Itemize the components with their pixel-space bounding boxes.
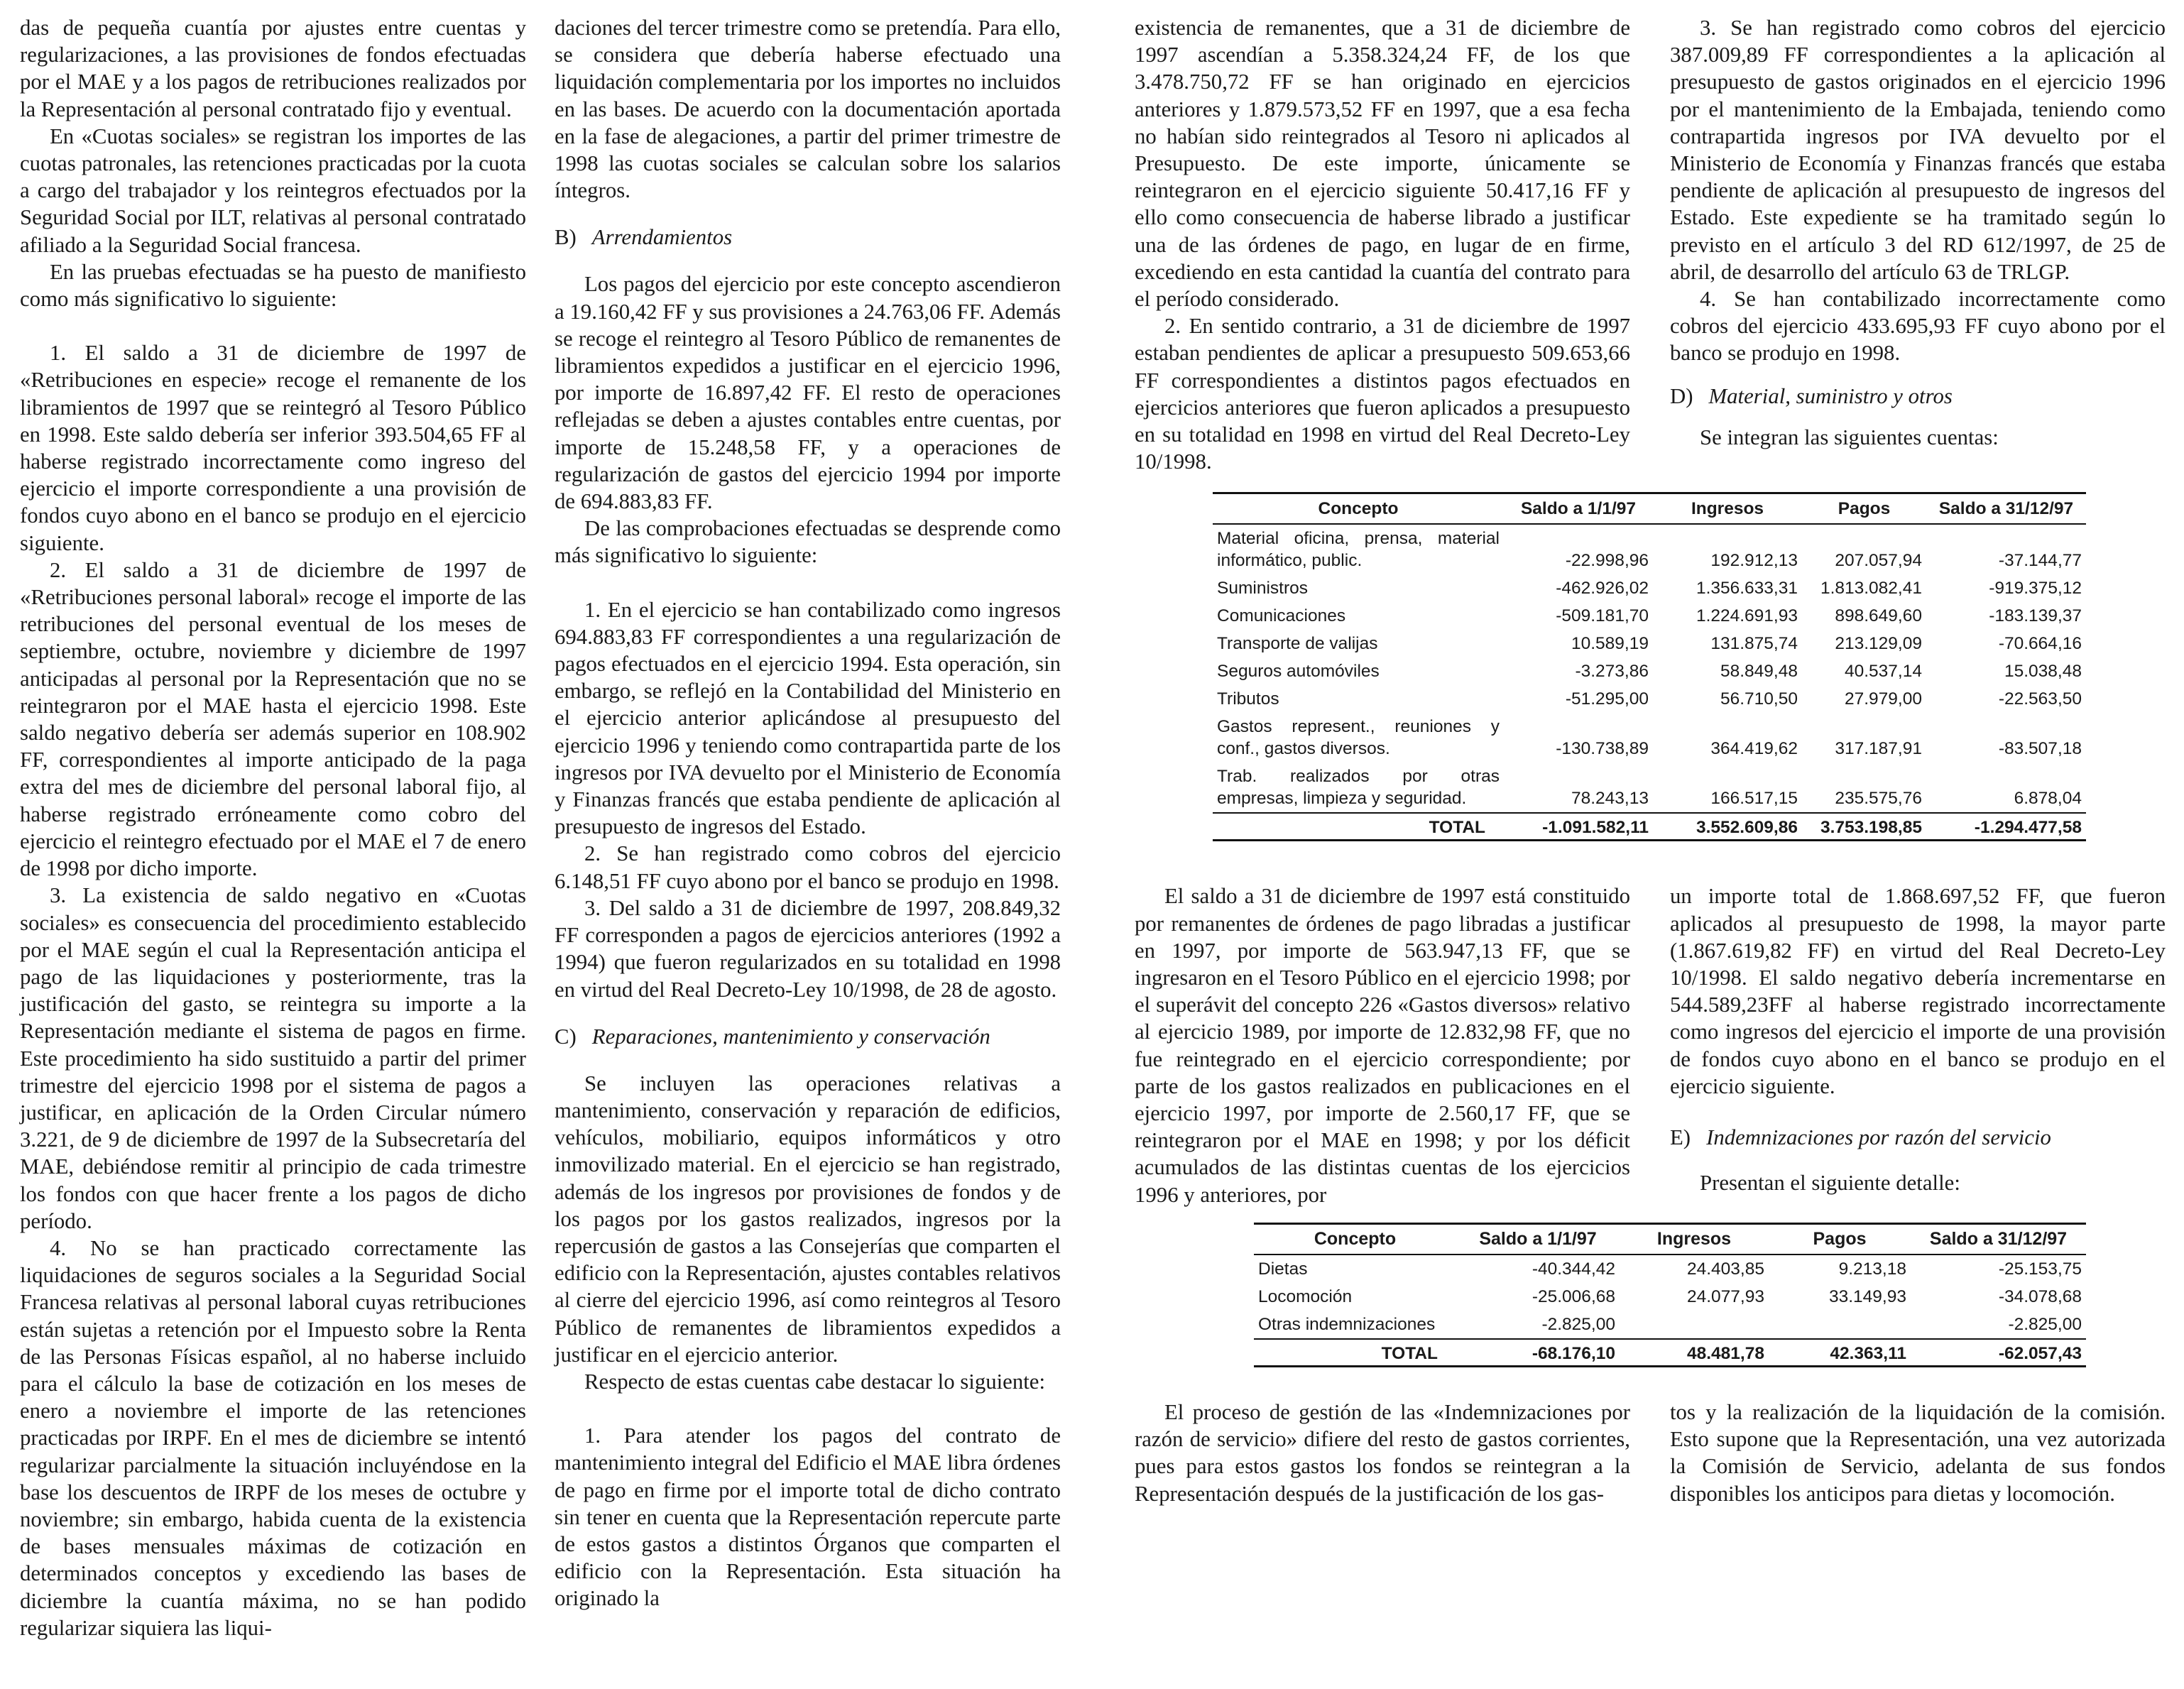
paragraph: Se incluyen las operaciones relativas a mantenimiento, conservación y reparación de edificios, vehículos, mobiliario, equipos informáticos y otro inmovilizado material. En el ejercicio se han registrado, además de los ingresos por provisiones de fondos y de los pagos por los gastos realizados, ingresos por la repercusión de gastos a las Consejerías que comparten el edificio con la Representación, ajustes contables relativos al cierre del ejercicio 1996, así como reintegros al Tesoro Público de remanentes de libramientos expedidos a justificar en el ejercicio anterior. (555, 1071, 1061, 1367)
table-row (1213, 630, 2086, 657)
cell-saldo-inicial: -462.926,02 (1556, 579, 1649, 598)
paragraph: Se integran las siguientes cuentas: (1700, 425, 1999, 449)
right-page-column-6 (1670, 1399, 2166, 1507)
cell-ingresos: 56.710,50 (1720, 689, 1798, 709)
table-row (1213, 685, 2086, 713)
total-saldo-inicial: -68.176,10 (1456, 1339, 1620, 1367)
column-header-concepto: Concepto (1254, 1223, 1456, 1255)
cell-concepto: Suministros (1217, 579, 1308, 598)
cell-saldo-final: -22.563,50 (1998, 689, 2082, 709)
paragraph: 1. Para atender los pagos del contrato de mantenimiento integral del Edificio el MAE libra órdenes de pago en firme por el importe total de dicho contrato sin tener en cuenta que la Representación repercute parte de estos gastos a distintos Órganos que comparten el edificio con la Representación. Esta situación ha originado la (555, 1423, 1061, 1611)
section-title: Reparaciones, mantenimiento y conservación (591, 1024, 990, 1049)
table-row (1213, 602, 2086, 630)
cell-saldo-final: -70.664,16 (1998, 634, 2082, 654)
cell-concepto: Gastos represent., reuniones y conf., gastos diversos. (1217, 717, 1500, 759)
table-header-row (1213, 493, 2086, 525)
paragraph: 3. Se han registrado como cobros del ejercicio 387.009,89 FF correspondientes a la aplicación al presupuesto de gastos originados en el ejercicio 1996 por el mantenimiento de la Embajada, teniendo como contrapartida ingresos por IVA devuelto por el Ministerio de Economía y Finanzas francés que estaba pendiente de aplicación al presupuesto de ingresos del Estado. Este expediente se ha tramitado según lo previsto en el artículo 3 del RD 612/1997, de 25 de abril, de desarrollo del artículo 63 de TRLGP. (1670, 16, 2166, 284)
cell-saldo-inicial: -25.006,68 (1531, 1286, 1615, 1306)
column-header-saldo-inicial: Saldo a 1/1/97 (1504, 493, 1653, 525)
cell-concepto: Transporte de valijas (1217, 634, 1378, 654)
paragraph: 3. Del saldo a 31 de diciembre de 1997, 208.849,32 FF corresponden a pagos de ejercicios anteriores (1992 a 1994) que fueron regularizados en su totalidad en 1998 en virtud del Real Decreto-Ley 10/1998, de 28 de agosto. (555, 895, 1061, 1002)
cell-pagos: 27.979,00 (1845, 689, 1922, 709)
cell-concepto: Locomoción (1258, 1286, 1353, 1306)
cell-pagos: 317.187,91 (1835, 739, 1922, 759)
cell-saldo-inicial: -40.344,42 (1531, 1259, 1615, 1279)
cell-saldo-inicial: -2.825,00 (1541, 1314, 1615, 1334)
table-row (1213, 524, 2086, 574)
right-page-column-4 (1670, 882, 2166, 1196)
cell-ingresos: 364.419,62 (1710, 739, 1798, 759)
paragraph: Presentan el siguiente detalle: (1700, 1171, 1960, 1196)
table-total-row (1213, 813, 2086, 841)
left-page-column-1 (20, 14, 526, 1641)
cell-saldo-final: -37.144,77 (1998, 551, 2082, 571)
section-letter: C) (555, 1024, 577, 1049)
table-header-row (1254, 1223, 2086, 1255)
cell-ingresos: 24.077,93 (1687, 1286, 1764, 1306)
cell-saldo-inicial: -3.273,86 (1575, 662, 1649, 682)
cell-saldo-final: -919.375,12 (1989, 579, 2082, 598)
section-heading-d (1670, 383, 2166, 410)
cell-saldo-final: -25.153,75 (1998, 1259, 2082, 1279)
material-suministros-table (1213, 492, 2086, 841)
cell-pagos: 33.149,93 (1829, 1286, 1906, 1306)
cell-saldo-final: -34.078,68 (1998, 1286, 2082, 1306)
column-header-pagos: Pagos (1802, 493, 1926, 525)
cell-saldo-inicial: -22.998,96 (1565, 551, 1649, 571)
right-page (1135, 14, 2166, 1683)
column-header-ingresos: Ingresos (1653, 493, 1802, 525)
section-letter: E) (1670, 1125, 1691, 1150)
cell-pagos: 207.057,94 (1835, 551, 1922, 571)
column-header-ingresos: Ingresos (1620, 1223, 1769, 1255)
paragraph: existencia de remanentes, que a 31 de diciembre de 1997 ascendían a 5.358.324,24 FF, de los que 3.478.750,72 FF se han originado en ejercicios anteriores y 1.879.573,52 FF en 1997, que a esa fecha no habían sido reintegrados al Tesoro ni aplicados al Presupuesto. De este importe, únicamente se reintegraron en el ejercicio siguiente 50.417,16 FF y ello como consecuencia de haberse librado a justificar una de las órdenes de pago, en lugar de en firme, excediendo en esta cantidad la cuantía del contrato para el período considerado. (1135, 16, 1630, 312)
left-page (20, 14, 1061, 1683)
column-header-concepto: Concepto (1213, 493, 1504, 525)
indemnizaciones-table (1254, 1223, 2086, 1367)
section-letter: D) (1670, 383, 1693, 408)
table-row (1254, 1255, 2086, 1283)
column-header-saldo-inicial: Saldo a 1/1/97 (1456, 1223, 1620, 1255)
section-letter: B) (555, 225, 577, 250)
paragraph: Respecto de estas cuentas cabe destacar lo siguiente: (584, 1369, 1046, 1394)
total-label: TOTAL (1254, 1339, 1456, 1367)
paragraph: 4. No se han practicado correctamente las liquidaciones de seguros sociales a la Seguridad Social Francesa relativas al personal laboral cuyas retribuciones están sujetas a retención por el Impuesto sobre la Renta de las Personas Físicas español, al no haberse incluido para el cálculo la base de cotización en los meses de enero a noviembre el importe de las retenciones practicadas por IRPF. En el mes de diciembre se intentó regularizar parcialmente la situación incluyéndose en la base los descuentos de IRPF de los meses de octubre y noviembre; sin embargo, habida cuenta de la existencia de bases mensuales máximas de cotización en determinados conceptos y excediendo las bases de diciembre la cuantía máxima, no se han podido regularizar siquiera las liqui- (20, 1235, 526, 1640)
cell-pagos (1769, 1311, 1911, 1339)
table-row (1254, 1311, 2086, 1339)
total-pagos: 42.363,11 (1769, 1339, 1911, 1367)
section-title: Arrendamientos (591, 225, 733, 250)
total-label: TOTAL (1213, 813, 1504, 841)
cell-concepto: Seguros automóviles (1217, 662, 1380, 682)
column-header-pagos: Pagos (1769, 1223, 1911, 1255)
total-saldo-final: -62.057,43 (1911, 1339, 2086, 1367)
cell-concepto: Tributos (1217, 689, 1279, 709)
total-pagos: 3.753.198,85 (1802, 813, 1926, 841)
paragraph: En las pruebas efectuadas se ha puesto de manifiesto como más significativo lo siguiente: (20, 259, 526, 312)
column-header-saldo-final: Saldo a 31/12/97 (1926, 493, 2086, 525)
paragraph: De las comprobaciones efectuadas se desprende como más significativo lo siguiente: (555, 516, 1061, 568)
right-page-column-1 (1135, 14, 1630, 475)
total-ingresos: 3.552.609,86 (1653, 813, 1802, 841)
right-page-column-3 (1135, 882, 1630, 1208)
cell-concepto: Dietas (1258, 1259, 1308, 1279)
cell-pagos: 898.649,60 (1835, 606, 1922, 626)
cell-saldo-inicial: 10.589,19 (1571, 634, 1649, 654)
left-page-column-2 (555, 14, 1061, 1612)
table-row (1213, 713, 2086, 762)
cell-ingresos: 1.224.691,93 (1696, 606, 1798, 626)
cell-pagos: 1.813.082,41 (1820, 579, 1922, 598)
section-title: Material, suministro y otros (1708, 383, 1953, 408)
table-row (1213, 574, 2086, 602)
cell-saldo-inicial: -51.295,00 (1565, 689, 1649, 709)
paragraph: 1. En el ejercicio se han contabilizado como ingresos 694.883,83 FF correspondientes a una regularización de pagos efectuados en el ejercicio 1994. Esta operación, sin embargo, se reflejó en la Contabilidad del Ministerio en el ejercicio anterior aplicándose al presupuesto del ejercicio 1996 y teniendo como contrapartida parte de los ingresos por IVA devuelto por el Ministerio de Economía y Finanzas francés que estaba pendiente de aplicación al presupuesto de ingresos del Estado. (555, 597, 1061, 839)
cell-ingresos: 166.517,15 (1710, 789, 1798, 809)
paragraph: En «Cuotas sociales» se registran los importes de las cuotas patronales, las retenciones practicadas por la cuota a cargo del trabajador y los reintegros efectuados por la Seguridad Social por ILT, relativas al personal contratado afiliado a la Seguridad Social francesa. (20, 124, 526, 257)
cell-ingresos: 192.912,13 (1710, 551, 1798, 571)
table-total-row (1254, 1339, 2086, 1367)
cell-ingresos (1620, 1311, 1769, 1339)
cell-concepto: Material oficina, prensa, material informático, public. (1217, 529, 1500, 571)
cell-saldo-final: -2.825,00 (2008, 1314, 2082, 1334)
paragraph: 2. Se han registrado como cobros del ejercicio 6.148,51 FF cuyo abono por el banco se produjo en 1998. (555, 841, 1061, 893)
paragraph: das de pequeña cuantía por ajustes entre cuentas y regularizaciones, a las provisiones de fondos efectuadas por el MAE y a los pagos de retribuciones realizados por la Representación al personal contratado fijo y eventual. (20, 16, 526, 121)
cell-ingresos: 58.849,48 (1720, 662, 1798, 682)
cell-concepto: Trab. realizados por otras empresas, limpieza y seguridad. (1217, 767, 1500, 809)
paragraph: Los pagos del ejercicio por este concepto ascendieron a 19.160,42 FF y sus provisiones a 24.763,06 FF. Además se recoge el reintegro al Tesoro Público de remanentes de libramientos expedidos a justificar en el ejercicio 1996, por importe de 16.897,42 FF. El resto de operaciones reflejadas se deben a ajustes contables entre cuentas, por importe de 15.248,58 FF, y a operaciones de regularización de gastos del ejercicio 1994 por importe de 694.883,83 FF. (555, 272, 1061, 514)
cell-ingresos: 24.403,85 (1687, 1259, 1764, 1279)
cell-saldo-inicial: -509.181,70 (1556, 606, 1649, 626)
paragraph: 4. Se han contabilizado incorrectamente como cobros del ejercicio 433.695,93 FF cuyo abono por el banco se produjo en 1998. (1670, 287, 2166, 366)
cell-pagos: 235.575,76 (1835, 789, 1922, 809)
cell-saldo-final: -83.507,18 (1998, 739, 2082, 759)
section-title: Indemnizaciones por razón del servicio (1706, 1125, 2051, 1150)
column-header-saldo-final: Saldo a 31/12/97 (1911, 1223, 2086, 1255)
paragraph: 3. La existencia de saldo negativo en «Cuotas sociales» es consecuencia del procedimiento establecido por el MAE según el cual la Representación anticipa el pago de las liquidaciones y posteriormente, tras la justificación del gasto, se reintegra su importe a la Representación mediante el sistema de pagos en firme. Este procedimiento ha sido sustituido a partir del primer trimestre del ejercicio 1998 por el sistema de pagos a justificar, en aplicación de la Orden Circular número 3.221, de 9 de diciembre de 1997 de la Subsecretaría del MAE, debiéndose remitir al principio de cada trimestre los fondos con que hacer frente a los pagos de dicho período. (20, 883, 526, 1233)
cell-saldo-final: 15.038,48 (2004, 662, 2082, 682)
cell-ingresos: 1.356.633,31 (1696, 579, 1798, 598)
paragraph: un importe total de 1.868.697,52 FF, que fueron aplicados al presupuesto de 1998, la mayor parte (1.867.619,82 FF) en virtud del Real Decreto-Ley 10/1998. El saldo negativo debería incrementarse en 544.589,23FF al haberse registrado incorrectamente como ingresos del ejercicio el importe de una provisión de fondos cuyo abono en el banco se produjo en el ejercicio siguiente. (1670, 884, 2166, 1098)
cell-saldo-final: 6.878,04 (2014, 789, 2082, 809)
total-ingresos: 48.481,78 (1620, 1339, 1769, 1367)
section-heading-b (555, 224, 1061, 251)
total-saldo-inicial: -1.091.582,11 (1504, 813, 1653, 841)
cell-pagos: 9.213,18 (1838, 1259, 1906, 1279)
cell-concepto: Otras indemnizaciones (1258, 1314, 1436, 1334)
paragraph: El proceso de gestión de las «Indemnizaciones por razón de servicio» difiere del resto de gastos corrientes, pues para estos gastos los fondos se reintegran a la Representación después de la justificación de los gas- (1135, 1399, 1630, 1506)
cell-concepto: Comunicaciones (1217, 606, 1346, 626)
section-heading-e (1670, 1124, 2166, 1151)
section-heading-c (555, 1023, 1061, 1050)
table-row (1254, 1283, 2086, 1311)
right-page-column-2 (1670, 14, 2166, 451)
paragraph: El saldo a 31 de diciembre de 1997 está constituido por remanentes de órdenes de pago libradas a justificar en 1997, por importe de 563.947,13 FF, que se ingresaron en el Tesoro Público en el ejercicio 1998; por el superávit del concepto 226 «Gastos diversos» relativo al ejercicio 1989, por importe de 12.832,98 FF, que no fue reintegrado en el ejercicio correspondiente; por parte de los gastos realizados en publicaciones en el ejercicio 1997, por importe de 2.560,17 FF, que se reintegraron por el MAE en 1998; y por los déficit acumulados de las distintas cuentas de los ejercicios 1996 y anteriores, por (1135, 884, 1630, 1207)
right-page-column-5 (1135, 1399, 1630, 1507)
paragraph: 1. El saldo a 31 de diciembre de 1997 de «Retribuciones en especie» recoge el remanente de los libramientos de 1997 que se reintegró al Tesoro Público en 1998. Este saldo debería ser inferior 393.504,65 FF al haberse registrado incorrectamente como ingreso del ejercicio el importe correspondiente a una provisión de fondos cuyo abono en el banco se produjo en el ejercicio siguiente. (20, 341, 526, 555)
table-row (1213, 762, 2086, 813)
paragraph: 2. El saldo a 31 de diciembre de 1997 de «Retribuciones personal laboral» recoge el importe de las retribuciones del personal eventual de los meses de septiembre, octubre, noviembre y diciembre de 1997 anticipadas al personal por la Representación que no se reintegraron por el MAE hasta el ejercicio 1998. Este saldo negativo debería ser además superior en 108.902 FF, correspondientes al importe anticipado de la paga extra del mes de diciembre del personal laboral fijo, al haberse registrado erróneamente como cobro del ejercicio el reintegro efectuado por el MAE el 7 de enero de 1998 por dicho importe. (20, 557, 526, 881)
cell-pagos: 40.537,14 (1845, 662, 1922, 682)
cell-saldo-inicial: -130.738,89 (1556, 739, 1649, 759)
paragraph: 2. En sentido contrario, a 31 de diciembre de 1997 estaban pendientes de aplicar a presupuesto 509.653,66 FF correspondientes a distintos pagos efectuados en ejercicios anteriores que fueron aplicados a presupuesto en su totalidad en 1998 en virtud del Real Decreto-Ley 10/1998. (1135, 314, 1630, 474)
cell-ingresos: 131.875,74 (1710, 634, 1798, 654)
cell-saldo-final: -183.139,37 (1989, 606, 2082, 626)
paragraph: tos y la realización de la liquidación de la comisión. Esto supone que la Representación, una vez autorizada la Comisión de Servicio, adelanta de sus fondos disponibles los anticipos para dietas y locomoción. (1670, 1399, 2166, 1506)
cell-pagos: 213.129,09 (1835, 634, 1922, 654)
table-row (1213, 657, 2086, 685)
total-saldo-final: -1.294.477,58 (1926, 813, 2086, 841)
paragraph: daciones del tercer trimestre como se pretendía. Para ello, se considera que debería haberse efectuado una liquidación complementaria por los importes no incluidos en las bases. De acuerdo con la documentación aportada en la fase de alegaciones, a partir del primer trimestre de 1998 las cuotas sociales se calculan sobre los salarios íntegros. (555, 16, 1061, 203)
cell-saldo-inicial: 78.243,13 (1571, 789, 1649, 809)
